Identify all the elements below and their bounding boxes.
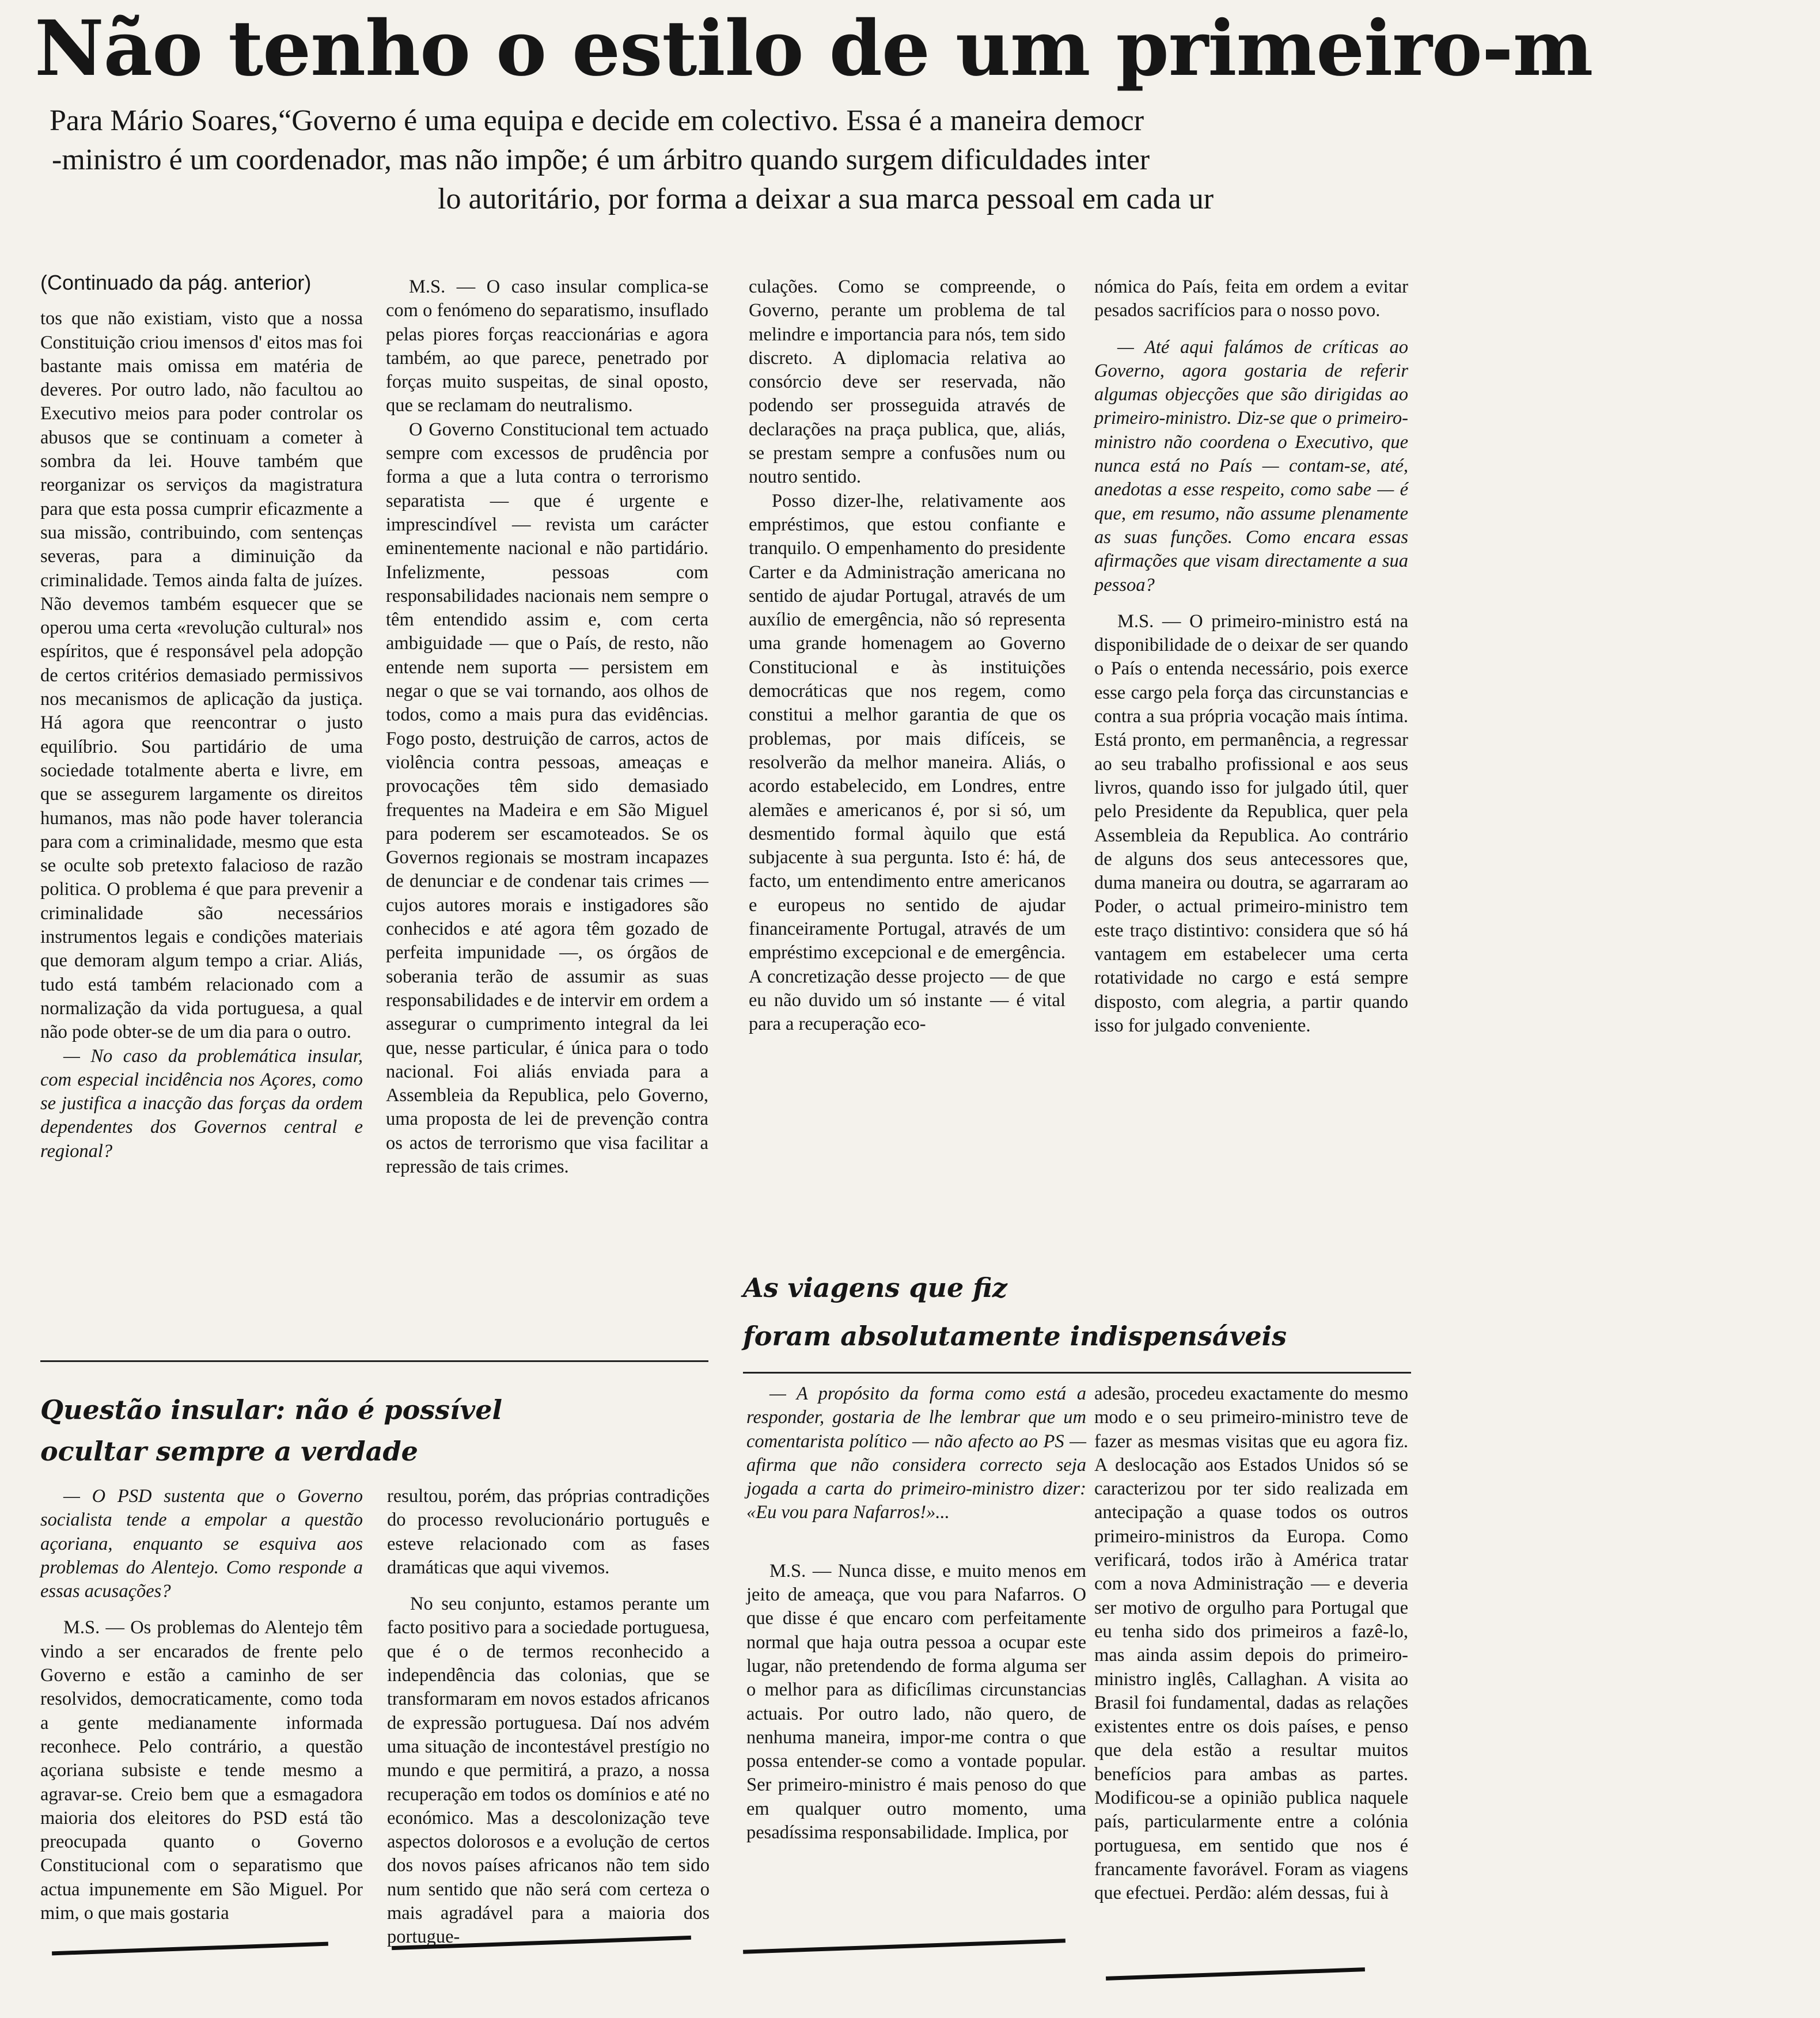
paragraph: M.S. — O caso insular complica-se com o fenómeno do separatismo, insuflado pelas piores forças reaccionárias e agora também, ao que parece, penetrado por forças muito suspeitas, de sinal oposto, que se reclamam do neutralismo. [386,276,708,416]
paragraph: tos que não existiam, visto que a nossa Constituição criou imensos d' eitos mas foi bastante mais omissa em matéria de deveres. Por outro lado, não facultou ao Executivo meios para poder controlar os abusos que se continuam a cometer à sombra da lei. Houve também que reorganizar os serviços da magistratura para que esta possa cumprir eficazmente a sua missão, contribuindo, com sentenças severas, para a diminuição da criminalidade. Temos ainda falta de juízes. Não devemos também esquecer que se operou uma certa «revolução cultural» nos espíritos, que é responsável pela adopção de certos critérios demasiado permissivos nos mecanismos de aplicação da justiça. Há agora que reencontrar o justo equilíbrio. Sou partidário de uma sociedade totalmente aberta e livre, em que se assegurem largamente os direitos humanos, mas não pode haver tolerancia para com a criminalidade, mesmo que esta se oculte sob pretexto falacioso de razão politica. O problema é que para prevenir a criminalidade são necessários instrumentos legais e condições materiais que demoram algum tempo a criar. Aliás, tudo está também relacionado com a normalização da vida portuguesa, a qual não pode obter-se de um dia para o outro. [40,308,363,1043]
paragraph: resultou, porém, das próprias contradições do processo revolucionário português e esteve relacionado com as fases dramáticas que aqui vivemos. [387,1486,710,1578]
subtitle-line-1: Para Mário Soares,“Governo é uma equipa e decide em colectivo. Essa é a maneira democr [50,104,1144,137]
subtitle-line-2: -ministro é um coordenador, mas não impõe; é um árbitro quando surgem dificuldades inter [52,143,1150,176]
column-2 [386,275,708,1358]
question: — No caso da problemática insular, com especial incidência nos Açores, como se justifica a inacção das forças da ordem dependentes dos Governos central e regional? [40,1045,363,1162]
paragraph: No seu conjunto, estamos perante um facto positivo para a sociedade portuguesa, que é o de termos reconhecido a independência das colonias, que se transformaram em novos estados africanos de expressão portuguesa. Daí nos advém uma situação de incontestável prestígio no mundo e que permitirá, a prazo, a nossa recuperação em todos os domínios e até no económico. Mas a descolonização teve aspectos dolorosos e a evolução de certos dos novos países africanos não tem sido num sentido que não será com certeza o mais agradável para a maioria dos portugue- [387,1594,710,1948]
divider-right [743,1372,1411,1374]
column-1 [40,271,363,1353]
column-4 [1094,275,1408,1220]
paragraph: culações. Como se compreende, o Governo, perante um problema de tal melindre e importancia para nós, tem sido discreto. A diplomacia relativa ao consórcio deve ser reservada, não podendo ser prosseguida através de declarações na praça publica, que, aliás, se prestam sempre a confusões num ou noutro sentido. [749,276,1066,488]
headline: Não tenho o estilo de um primeiro-m [35,4,1593,93]
paragraph: M.S. — Nunca disse, e muito menos em jeito de ameaça, que vou para Nafarros. O que disse é que encaro com perfeitamente normal que haja outra pessoa a ocupar este lugar, não pretendendo de forma alguma ser o melhor para as dificílimas circunstancias actuais. Por outro lado, não quero, de nenhuma maneira, impor-me contra o que possa entender-se como a vontade popular. Ser primeiro-ministro é mais penoso do que em qualquer outro momento, uma pesadíssima responsabilidade. Implica, por [746,1560,1086,1843]
question: — Até aqui falámos de críticas ao Governo, agora gostaria de referir algumas objecções que são dirigidas ao primeiro-ministro. Diz-se que o primeiro-ministro não coordena o Executivo, que nunca está no País — contam-se, até, anedotas a esse respeito, como sabe — é que, em resumo, não assume plenamente as suas funções. Como encara essas afirmações que visam directamente a sua pessoa? [1094,336,1408,595]
section-heading-insular-2: ocultar sempre a verdade [40,1436,418,1467]
paragraph: M.S. — O primeiro-ministro está na disponibilidade de o deixar de ser quando o País o entenda necessário, pois exerce esse cargo pela força das circunstancias e contra a sua própria vocação mais íntima. Está pronto, em permanência, a regressar ao seu trabalho profissional e aos seus livros, quando isso for julgado útil, quer pelo Presidente da Republica, quer pela Assembleia da Republica. Ao contrário de alguns dos seus antecessores que, duma maneira ou doutra, se agarraram ao Poder, o actual primeiro-ministro tem este traço distintivo: considera que só há vantagem em estabelecer uma certa rotatividade no cargo e está sempre disposto, com alegria, a partir quando isso for julgado conveniente. [1094,610,1408,1036]
lower-column-1 [40,1485,363,2018]
question: — O PSD sustenta que o Governo socialista tende a empolar a questão açoriana, enquanto se esquiva aos problemas do Alentejo. Como responde a essas acusações? [40,1486,363,1602]
lower-column-4 [1094,1382,1408,2018]
paragraph: Posso dizer-lhe, relativamente aos empréstimos, que estou confiante e tranquilo. O empenhamento do presidente Carter e da Administração americana no sentido de ajudar Portugal, através de um auxílio de emergência, não só representa uma grande homenagem ao Governo Constitucional e às instituições democráticas que nos regem, como constitui a melhor garantia de que os problemas, por mais difíceis, se resolverão da melhor maneira. Aliás, o acordo estabelecido, em Londres, entre alemães e americanos é, por si só, um desmentido formal àquilo que está subjacente à sua pergunta. Isto é: há, de facto, um entendimento entre americanos e europeus no sentido de ajudar financeiramente Portugal, através de um empréstimo excepcional e de emergência. A concretização desse projecto — de que eu não duvido um só instante — é vital para a recuperação eco- [749,490,1066,1035]
column-3 [749,275,1066,1174]
paragraph: nómica do País, feita em ordem a evitar pesados sacrifícios para o nosso povo. [1094,276,1408,321]
question: — A propósito da forma como está a responder, gostaria de lhe lembrar que um comentarista político — não afecto ao PS — afirma que não considera correcto seja jogada a carta do primeiro-ministro dizer: «Eu vou para Nafarros!»... [746,1383,1086,1523]
paragraph: adesão, procedeu exactamente do mesmo modo e o seu primeiro-ministro teve de fazer as mesmas visitas que eu agora fiz. A deslocação aos Estados Unidos só se caracterizou por ter sido realizada em antecipação a quase todos os outros primeiro-ministros da Europa. Como verificará, todos irão à América tratar com a nova Administração — e deveria ser motivo de orgulho para Portugal que eu tenha sido dos primeiros a fazê-lo, mas ainda assim depois do primeiro-ministro inglês, Callaghan. A visita ao Brasil foi fundamental, dadas as relações existentes entre os dois países, e penso que dela estão a resultar muitos benefícios para ambas as partes. Modificou-se a opinião publica naquele país, particularmente entre a colónia portuguesa, em sentido que nos é francamente favorável. Foram as viagens que efectuei. Perdão: além dessas, fui à [1094,1383,1408,1904]
paragraph: M.S. — Os problemas do Alentejo têm vindo a ser encarados de frente pelo Governo e estão a caminho de ser resolvidos, democraticamente, como toda a gente medianamente informada reconhece. Pelo contrário, a questão açoriana subsiste e tende mesmo a agravar-se. Creio bem que a esmagadora maioria dos eleitores do PSD está tão preocupada quanto o Governo Constitucional com o separatismo que actua impunemente em São Miguel. Por mim, o que mais gostaria [40,1617,363,1924]
subtitle-line-3: lo autoritário, por forma a deixar a sua marca pessoal em cada ur [438,183,1214,215]
lower-column-3 [746,1382,1086,2018]
section-heading-viagens-2: foram absolutamente indispensáveis [743,1321,1287,1352]
section-heading-viagens-1: As viagens que fiz [743,1272,1007,1303]
section-heading-insular-1: Questão insular: não é possível [40,1394,503,1425]
paragraph: O Governo Constitucional tem actuado sempre com excessos de prudência por forma a que a luta contra o terrorismo separatista — que é urgente e imprescindível — revista um carácter eminentemente nacional e não partidário. Infelizmente, pessoas com responsabilidades nacionais nem sempre o têm entendido assim e, com certa ambiguidade — que o País, de resto, não entende nem suporta — persistem em negar o que se vai tornando, aos olhos de todos, como a mais pura das evidências. Fogo posto, destruição de carros, actos de violência contra pessoas, ameaças e provocações têm sido demasiado frequentes na Madeira e em São Miguel para poderem ser escamoteados. Se os Governos regionais se mostram incapazes de denunciar e de condenar tais crimes — cujos autores morais e instigadores são conhecidos e até agora têm gozado de perfeita impunidade —, os órgãos de soberania terão de assumir as suas responsabilidades e de intervir em ordem a assegurar o cumprimento integral da lei que, nesse particular, é única para o todo nacional. Foi aliás enviada para a Assembleia da Republica, pelo Governo, uma proposta de lei de prevenção contra os actos de terrorismo que visa facilitar a repressão de tais crimes. [386,419,708,1177]
divider-left [40,1360,708,1362]
continued-note: (Continuado da pág. anterior) [40,271,312,294]
